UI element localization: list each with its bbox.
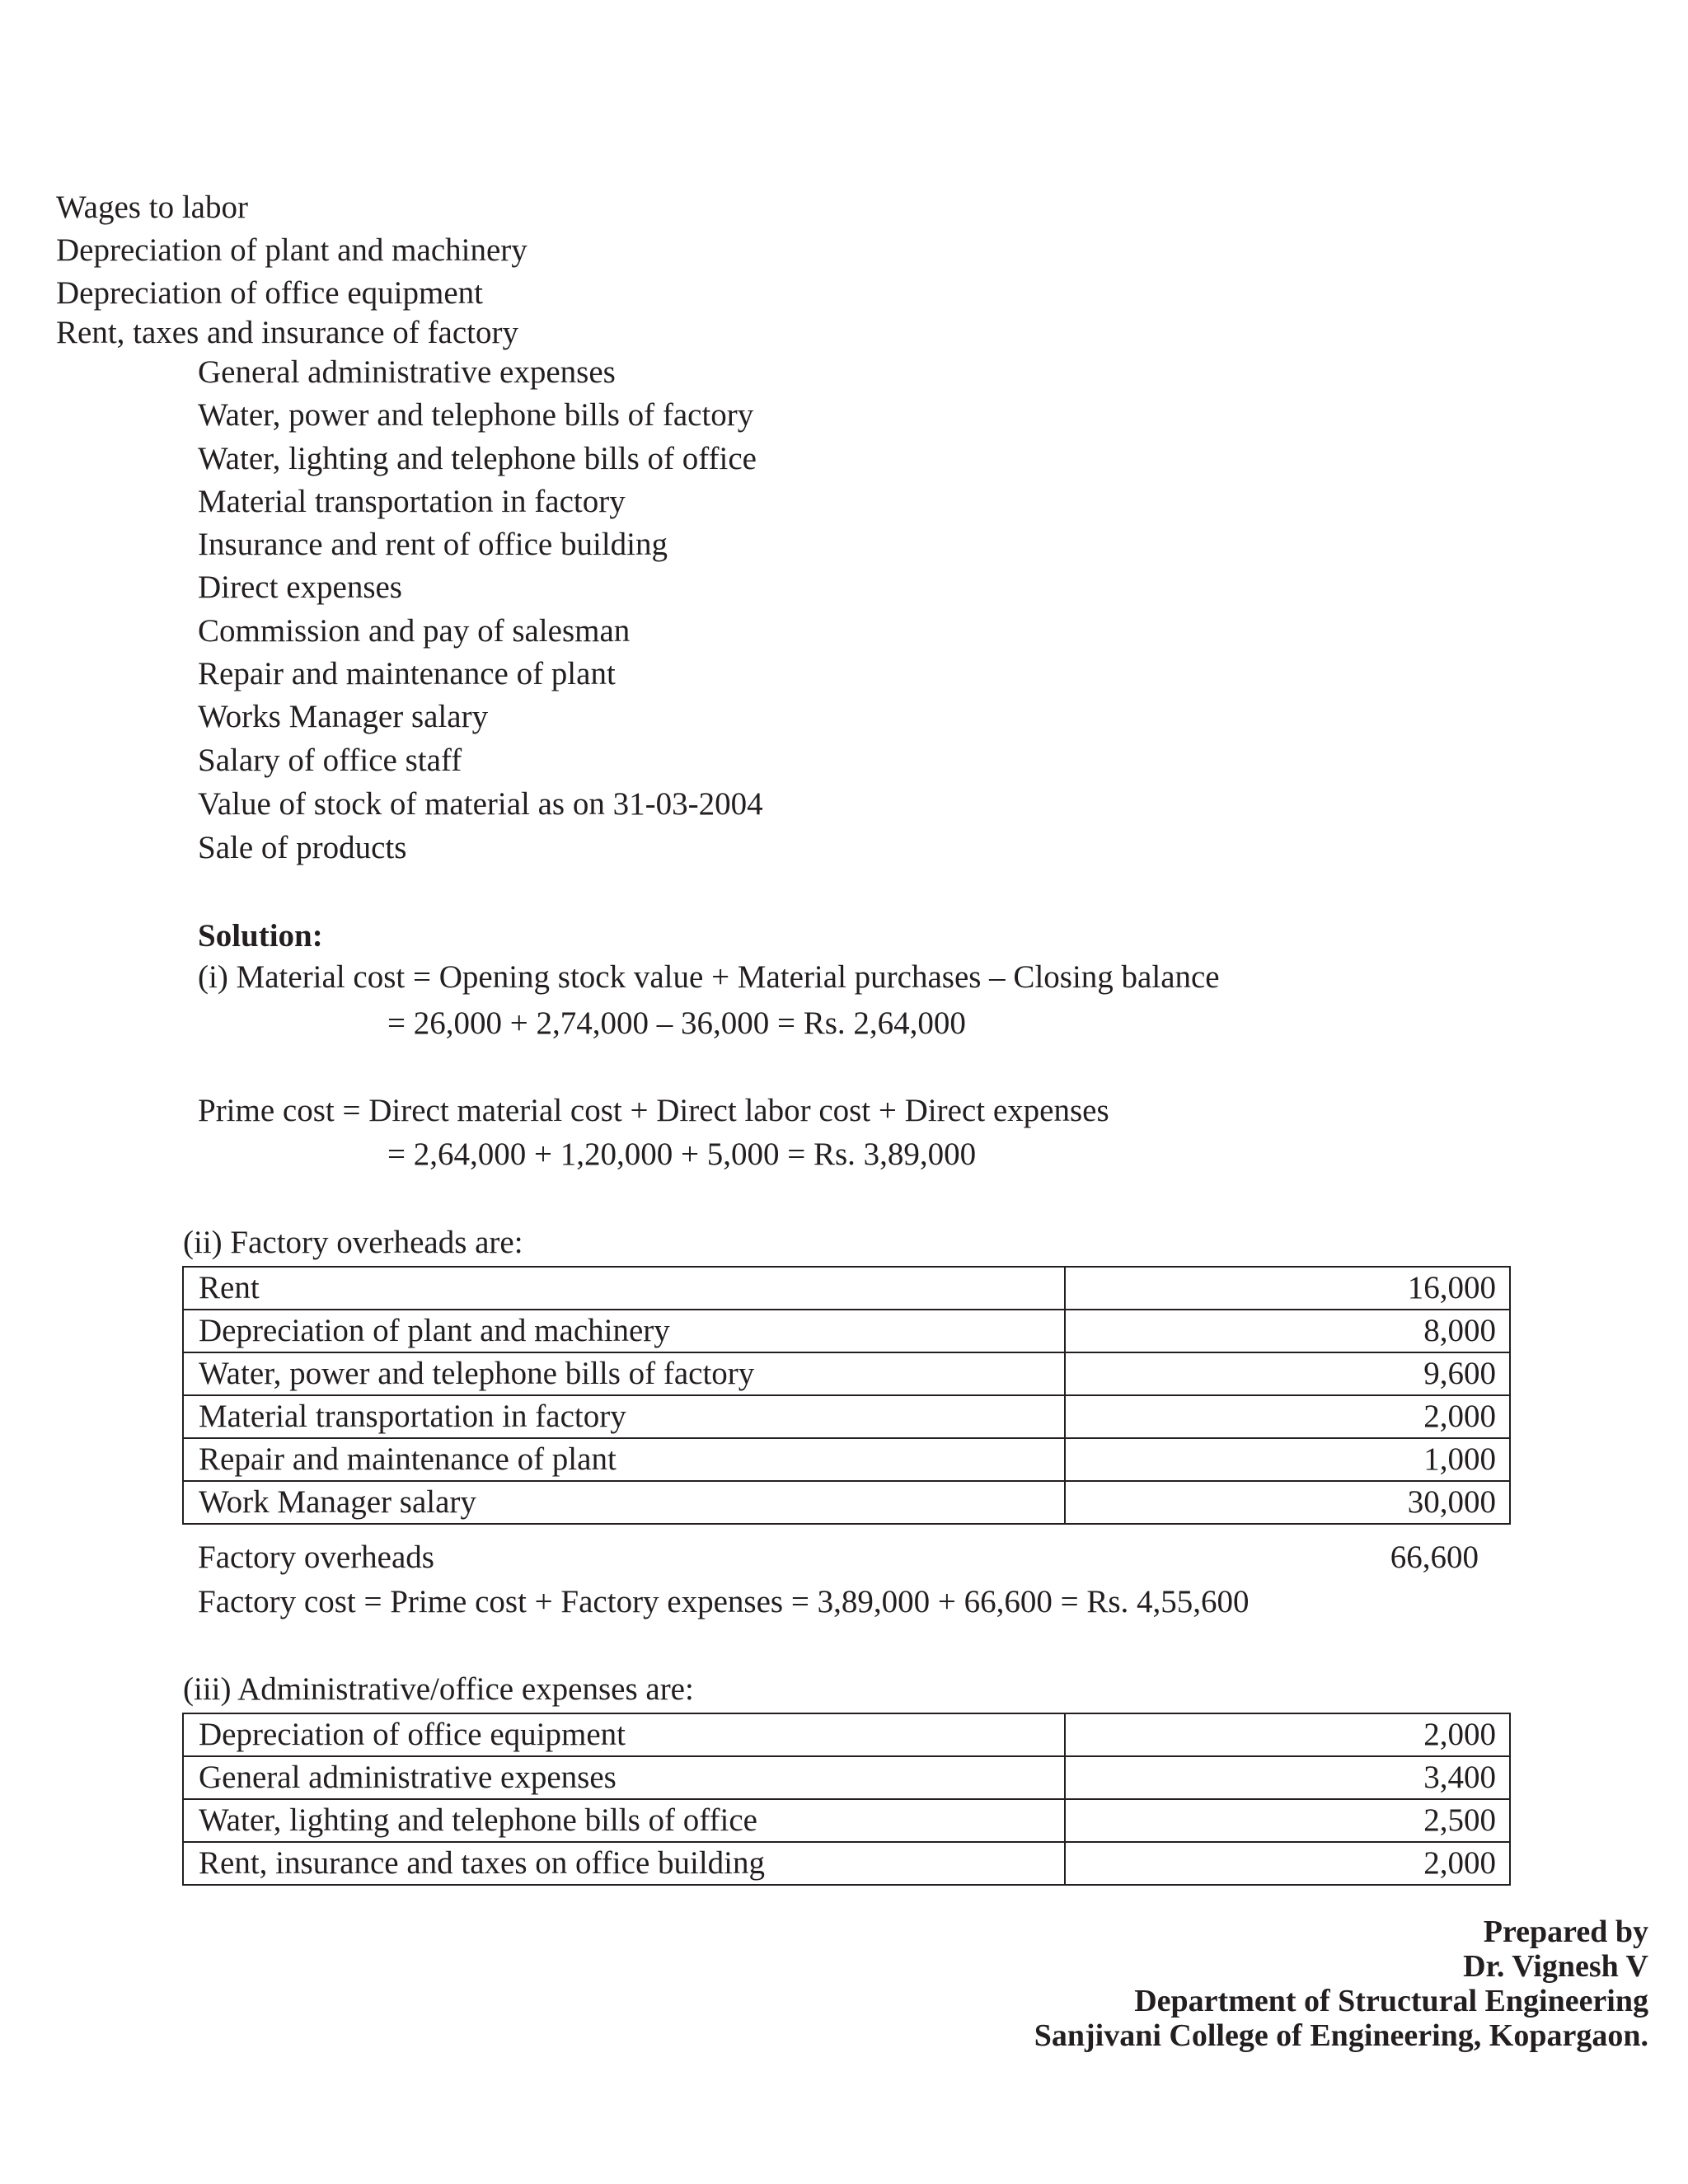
row-label: Material transportation in factory: [183, 1395, 1065, 1438]
table-row: [183, 1395, 1510, 1438]
item-label: Sale of products: [198, 830, 407, 865]
table-row: [183, 1438, 1510, 1481]
row-label: Water, power and telephone bills of factory: [183, 1352, 1065, 1395]
item-label: Depreciation of plant and machinery: [56, 232, 528, 268]
row-label: Rent: [183, 1267, 1065, 1310]
material-cost-calculation: = 26,000 + 2,74,000 – 36,000 = Rs. 2,64,000: [387, 1005, 966, 1041]
item-label: General administrative expenses: [198, 354, 616, 390]
item-label: Value of stock of material as on 31-03-2004: [198, 786, 763, 822]
signature-prepared-by: Prepared by: [1483, 1915, 1648, 1949]
signature-author: Dr. Vignesh V: [1463, 1949, 1648, 1984]
row-amount: 9,600: [1065, 1352, 1510, 1395]
item-label: Insurance and rent of office building: [198, 527, 668, 562]
signature-department: Department of Structural Engineering: [1134, 1984, 1648, 2018]
row-amount: 2,000: [1065, 1713, 1510, 1756]
row-amount: 1,000: [1065, 1438, 1510, 1481]
row-label: Depreciation of plant and machinery: [183, 1310, 1065, 1352]
item-label: Works Manager salary: [198, 699, 489, 734]
table-row: [183, 1756, 1510, 1799]
item-label: Rent, taxes and insurance of factory: [56, 315, 518, 350]
item-label: Repair and maintenance of plant: [198, 656, 616, 691]
factory-overheads-table: [182, 1266, 1511, 1525]
row-amount: 30,000: [1065, 1481, 1510, 1524]
table-row: [183, 1842, 1510, 1885]
factory-overheads-heading: (ii) Factory overheads are:: [183, 1225, 523, 1260]
factory-overheads-total: [0, 1536, 1688, 1579]
signature-college: Sanjivani College of Engineering, Kopargaon.: [1034, 2018, 1648, 2053]
table-row: [183, 1713, 1510, 1756]
table-row: [183, 1799, 1510, 1842]
row-amount: 16,000: [1065, 1267, 1510, 1310]
table-row: [183, 1481, 1510, 1524]
table-row: [183, 1267, 1510, 1310]
row-label: Water, lighting and telephone bills of office: [183, 1799, 1065, 1842]
total-amount: 66,600: [1390, 1540, 1479, 1575]
total-label: Factory overheads: [198, 1540, 434, 1575]
item-label: Water, power and telephone bills of factory: [198, 397, 754, 433]
row-label: Work Manager salary: [183, 1481, 1065, 1524]
prime-cost-calculation: = 2,64,000 + 1,20,000 + 5,000 = Rs. 3,89,000: [387, 1137, 977, 1172]
row-amount: 3,400: [1065, 1756, 1510, 1799]
item-label: Salary of office staff: [198, 743, 462, 778]
item-label: Material transportation in factory: [198, 484, 626, 519]
admin-expenses-heading: (iii) Administrative/office expenses are:: [183, 1671, 694, 1707]
row-amount: 2,500: [1065, 1799, 1510, 1842]
table-row: [183, 1310, 1510, 1352]
row-label: Rent, insurance and taxes on office building: [183, 1842, 1065, 1885]
prime-cost-formula: Prime cost = Direct material cost + Direct labor cost + Direct expenses: [198, 1093, 1109, 1128]
material-cost-formula: (i) Material cost = Opening stock value + Material purchases – Closing balance: [198, 959, 1220, 995]
row-amount: 8,000: [1065, 1310, 1510, 1352]
item-label: Commission and pay of salesman: [198, 613, 631, 649]
item-label: Direct expenses: [198, 569, 402, 605]
admin-expenses-table: [182, 1713, 1511, 1886]
item-label: Depreciation of office equipment: [56, 275, 483, 311]
row-amount: 2,000: [1065, 1842, 1510, 1885]
row-label: Repair and maintenance of plant: [183, 1438, 1065, 1481]
row-label: Depreciation of office equipment: [183, 1713, 1065, 1756]
row-amount: 2,000: [1065, 1395, 1510, 1438]
table-row: [183, 1352, 1510, 1395]
row-label: General administrative expenses: [183, 1756, 1065, 1799]
item-label: Water, lighting and telephone bills of office: [198, 441, 757, 476]
solution-heading: Solution:: [198, 918, 323, 954]
factory-cost-formula: Factory cost = Prime cost + Factory expenses = 3,89,000 + 66,600 = Rs. 4,55,600: [198, 1584, 1250, 1619]
item-label: Wages to labor: [56, 190, 248, 225]
